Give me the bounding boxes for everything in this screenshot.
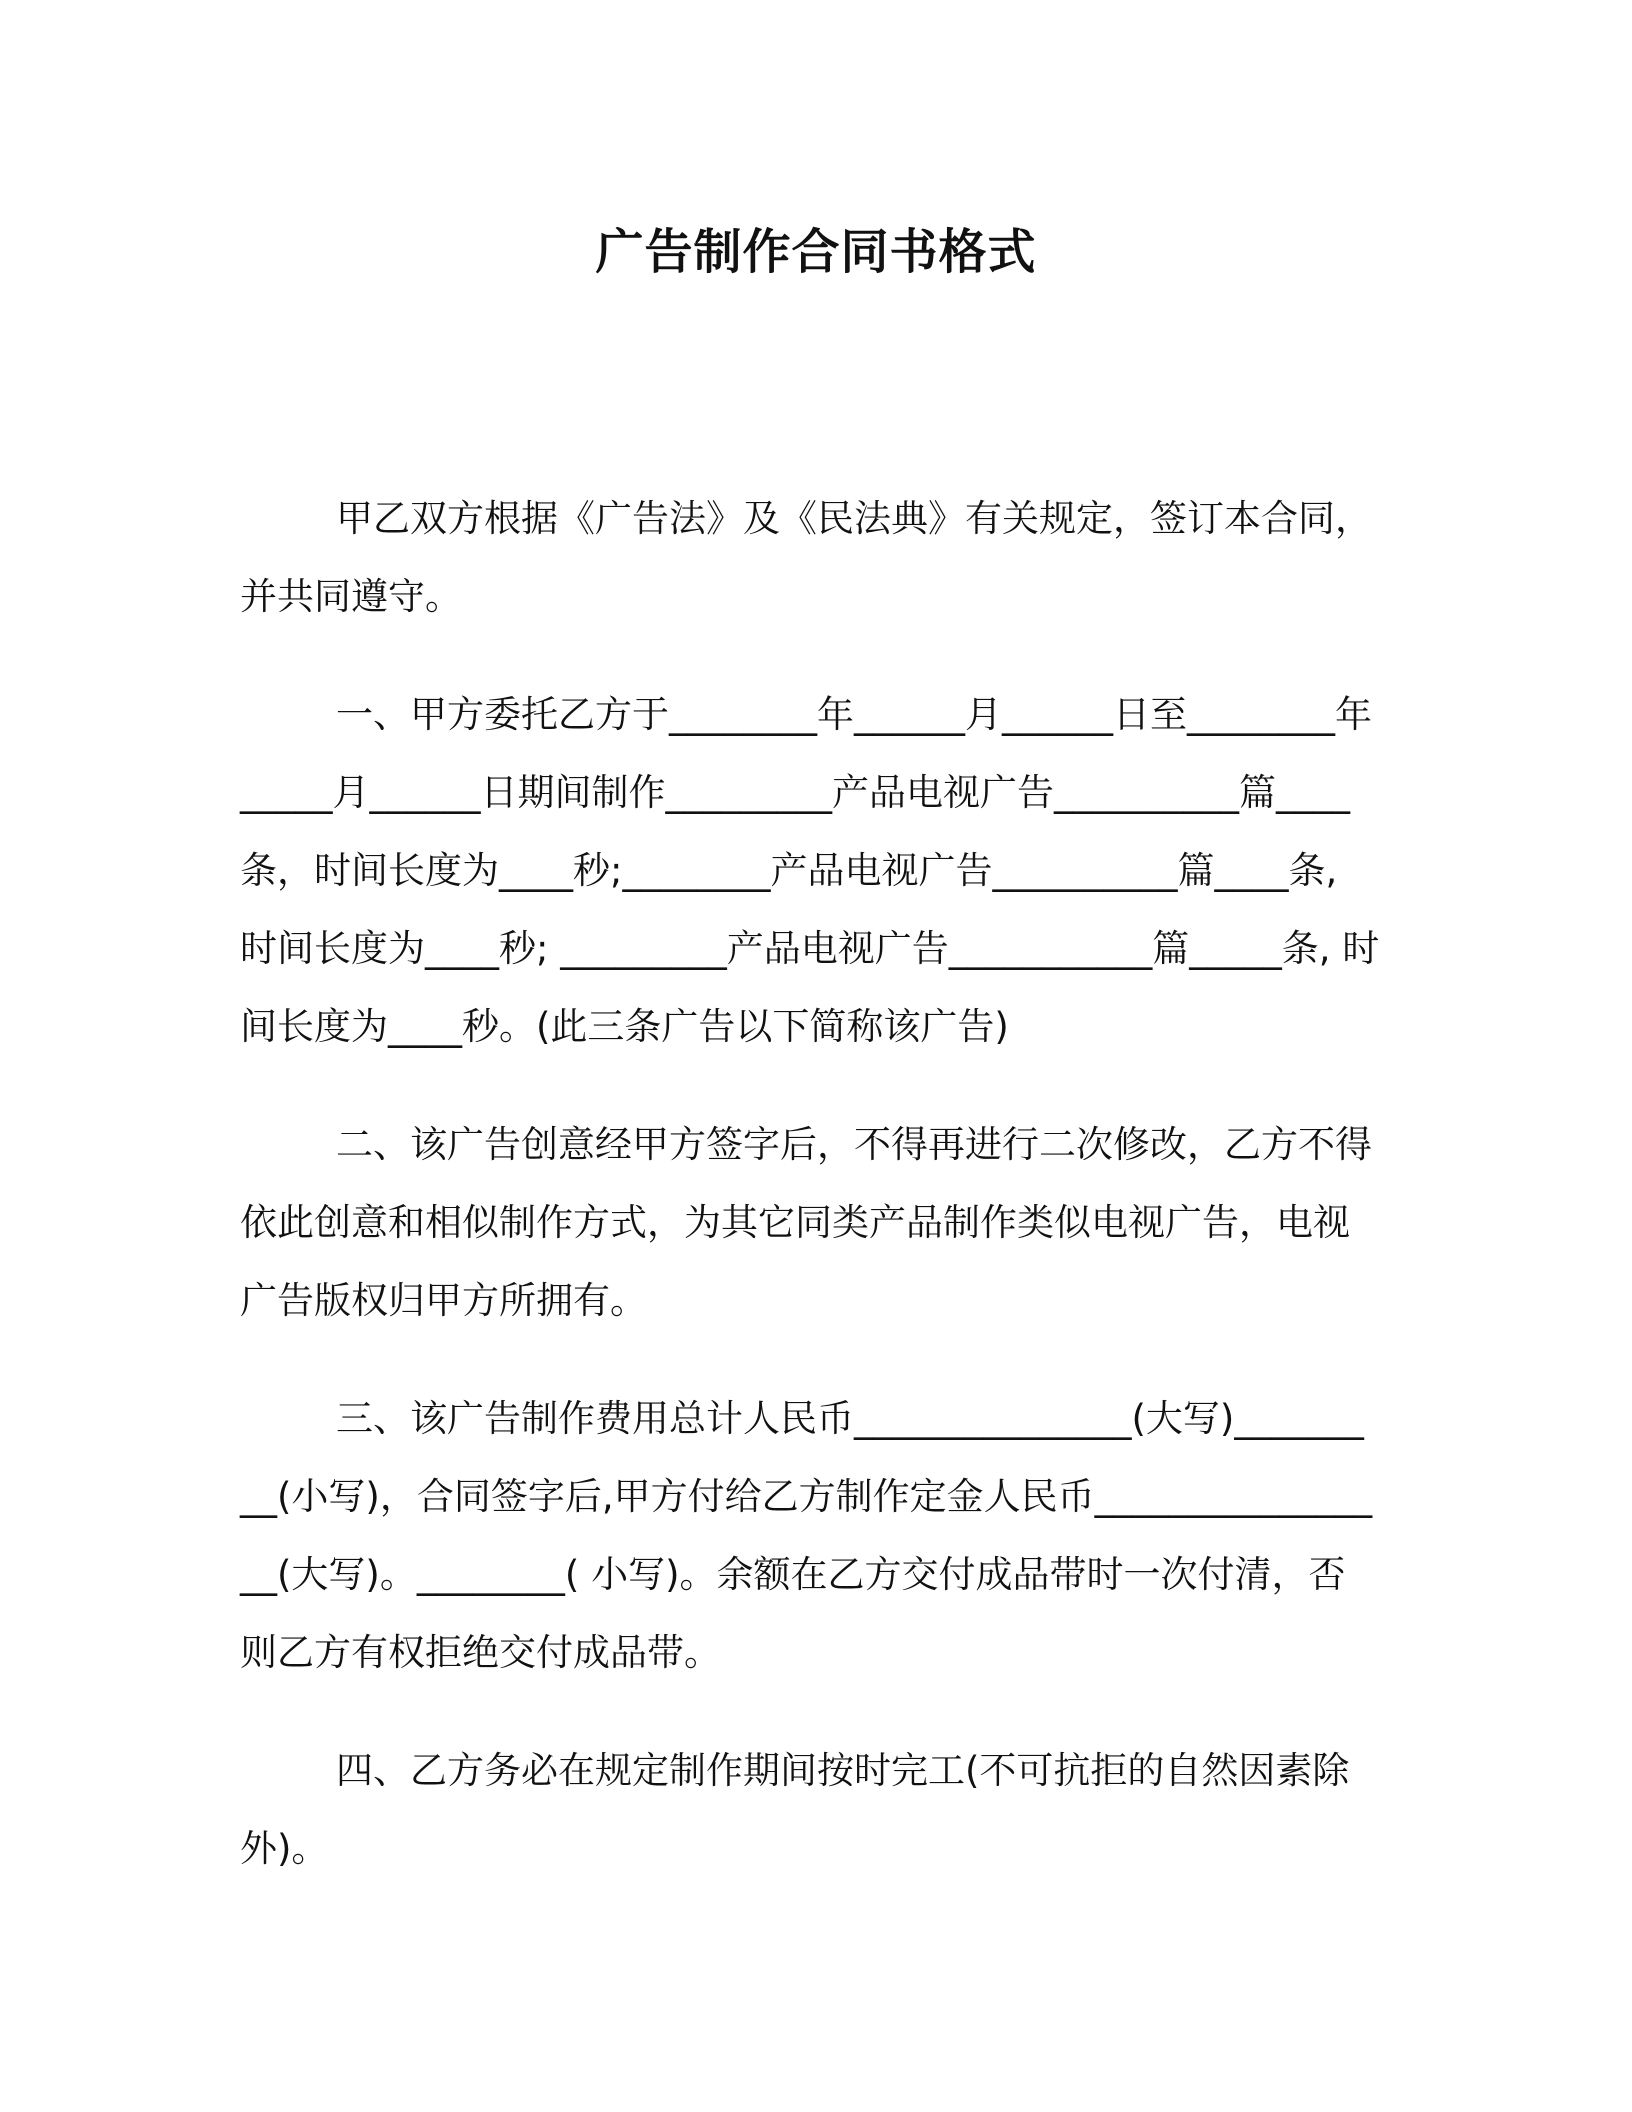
paragraph-clause-3: 三、该广告制作费用总计人民币_______________(大写)_________(小写)，合同签字后,甲方付给乙方制作定金人民币_________________(大写)。________( 小写)。余额在乙方交付成品带时一次付清，否则乙方有权拒绝交付成品带。 [240, 1397, 1373, 1674]
document-title: 广告制作合同书格式 [595, 224, 1037, 280]
paragraph-preamble: 甲乙双方根据《广告法》及《民法典》有关规定，签订本合同，并共同遵守。 [240, 497, 1372, 618]
document-body [240, 480, 1380, 1928]
paragraph-clause-4: 四、乙方务必在规定制作期间按时完工(不可抗拒的自然因素除外)。 [240, 1749, 1350, 1870]
paragraph-clause-2: 二、该广告创意经甲方签字后，不得再进行二次修改，乙方不得依此创意和相似制作方式，为其它同类产品制作类似电视广告，电视广告版权归甲方所拥有。 [240, 1123, 1372, 1322]
paragraph-clause-1: 一、甲方委托乙方于________年______月______日至________年_____月______日期间制作_________产品电视广告__________篇____条，时间长度为____秒;________产品电视广告__________篇____条, 时间长度为____秒; _________产品电视广告___________篇_____条, 时间长度为____秒。(此三条广告以下简称该广告) [240, 693, 1380, 1048]
